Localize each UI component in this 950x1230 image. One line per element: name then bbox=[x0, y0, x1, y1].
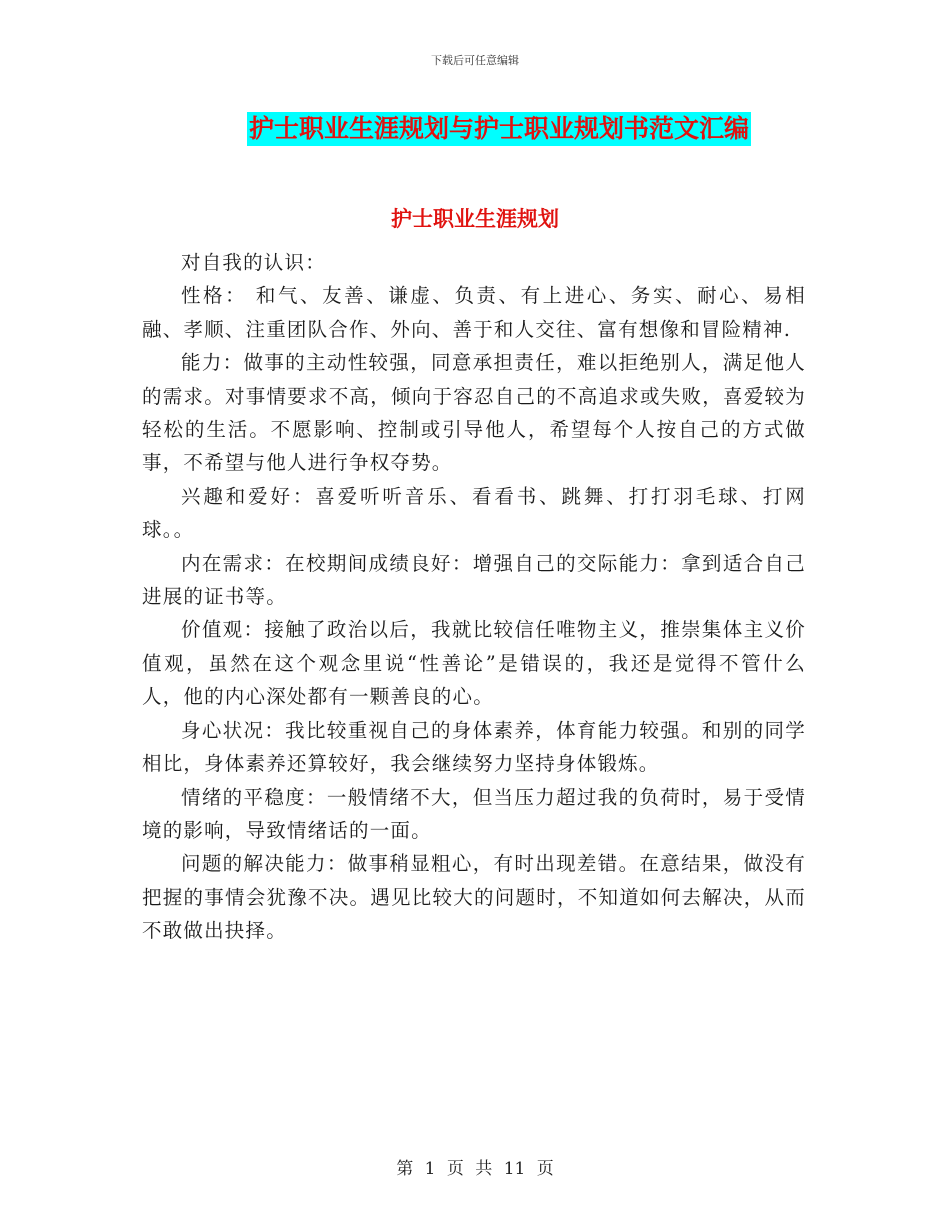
paragraph: 情绪的平稳度：一般情绪不大，但当压力超过我的负荷时，易于受情境的影响，导致情绪话的一面。 bbox=[142, 785, 806, 842]
section-title: 护士职业生涯规划 bbox=[391, 207, 559, 231]
header-note: 下载后可任意编辑 bbox=[431, 54, 519, 67]
page-footer: 第 1 页 共 11 页 bbox=[396, 1159, 554, 1179]
paragraph: 对自我的认识： bbox=[181, 251, 326, 274]
paragraph: 兴趣和爱好：喜爱听听音乐、看看书、跳舞、打打羽毛球、打网球。。 bbox=[142, 484, 806, 542]
paragraph: 问题的解决能力：做事稍显粗心，有时出现差错。在意结果，做没有把握的事情会犹豫不决。遇见比较大的问题时，不知道如何去解决，从而不敢做出抉择。 bbox=[142, 852, 806, 943]
document-body bbox=[142, 246, 806, 948]
doc-title-container bbox=[0, 112, 950, 146]
paragraph: 性格： 和气、友善、谦虚、负责、有上进心、务实、耐心、易相融、孝顺、注重团队合作、外向、善于和人交往、富有想像和冒险精神. bbox=[142, 284, 806, 341]
document-title: 护士职业生涯规划与护士职业规划书范文汇编 bbox=[247, 112, 751, 146]
paragraph: 价值观：接触了政治以后，我就比较信任唯物主义，推崇集体主义价值观，虽然在这个观念里说“性善论”是错误的，我还是觉得不管什么人，他的内心深处都有一颗善良的心。 bbox=[142, 618, 806, 709]
paragraph: 内在需求：在校期间成绩良好：增强自己的交际能力：拿到适合自己进展的证书等。 bbox=[142, 551, 806, 609]
paragraph: 身心状况：我比较重视自己的身体素养，体育能力较强。和别的同学相比，身体素养还算较好，我会继续努力坚持身体锻炼。 bbox=[142, 718, 806, 776]
paragraph: 能力：做事的主动性较强，同意承担责任，难以拒绝别人，满足他人的需求。对事情要求不高，倾向于容忍自己的不高追求或失败，喜爱较为轻松的生活。不愿影响、控制或引导他人，希望每个人按自己的方式做事，不希望与他人进行争权夺势。 bbox=[142, 351, 806, 475]
